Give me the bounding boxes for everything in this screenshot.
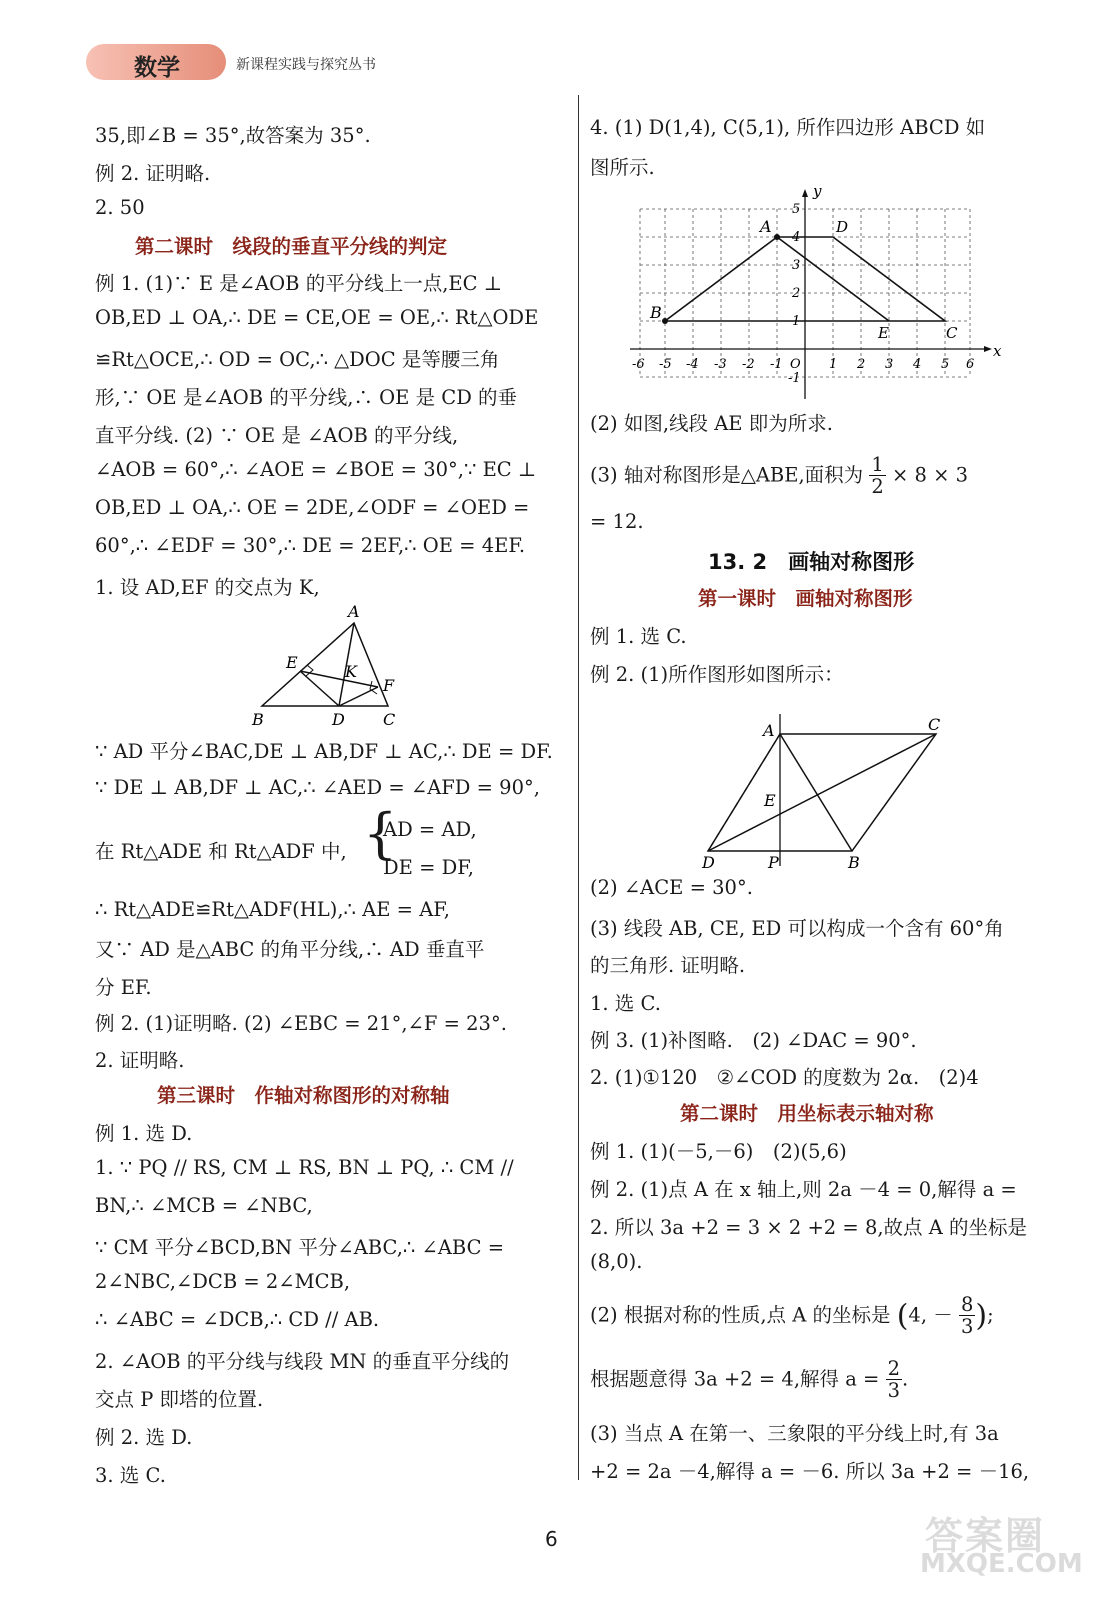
text-line: 例 2. (1)证明略. (2) ∠EBC = 21°,∠F = 23°. — [95, 1012, 507, 1035]
series-title: 新课程实践与探究丛书 — [236, 57, 376, 73]
label-D: D — [332, 710, 345, 729]
text-line: 图所示. — [590, 156, 655, 179]
y-tick: 5 — [792, 202, 801, 217]
x-tick: -1 — [770, 357, 783, 372]
text-line: ∵ DE ⊥ AB,DF ⊥ AC,∴ ∠AED = ∠AFD = 90°, — [95, 776, 540, 799]
text-line: 2. 所以 3a +2 = 3 × 2 +2 = 8,故点 A 的坐标是 — [590, 1216, 1028, 1239]
y-tick: -1 — [788, 371, 801, 386]
text-line: 1. 设 AD,EF 的交点为 K, — [95, 576, 320, 599]
x-tick: 2 — [857, 357, 866, 372]
text-line: 直平分线. (2) ∵ OE 是 ∠AOB 的平分线, — [95, 424, 459, 447]
x-tick: O — [790, 357, 801, 372]
system-brace: { — [363, 802, 398, 865]
rhombus-figure — [700, 706, 960, 876]
paren-open: ( — [896, 1298, 909, 1334]
numerator: 2 — [887, 1357, 901, 1380]
label-B: B — [252, 710, 264, 729]
label-K: K — [345, 662, 357, 681]
text-line: 的三角形. 证明略. — [590, 954, 746, 977]
text-fragment: (2) 根据对称的性质,点 A 的坐标是 — [590, 1303, 891, 1327]
fraction — [959, 1294, 975, 1338]
text-line: 1. ∵ PQ // RS, CM ⊥ RS, BN ⊥ PQ, ∴ CM // — [95, 1156, 514, 1179]
text-line: 例 2. (1)点 A 在 x 轴上,则 2a －4 = 0,解得 a = — [590, 1178, 1017, 1201]
text-line: DE = DF, — [383, 856, 474, 879]
text-line: 2. ∠AOB 的平分线与线段 MN 的垂直平分线的 — [95, 1350, 510, 1373]
y-tick: 2 — [792, 286, 801, 301]
label-A: A — [348, 602, 360, 621]
denominator: 3 — [960, 1315, 974, 1339]
triangle-figure — [250, 603, 410, 728]
text-line: 4. (1) D(1,4), C(5,1), 所作四边形 ABCD 如 — [590, 116, 986, 139]
lesson-heading: 第二课时 用坐标表示轴对称 — [680, 1102, 934, 1125]
x-tick: -2 — [742, 357, 755, 372]
label-F: F — [383, 676, 395, 695]
x-tick: 4 — [913, 357, 922, 372]
text-line: ∴ Rt△ADE≌Rt△ADF(HL),∴ AE = AF, — [95, 898, 450, 921]
paren-close: ) — [975, 1298, 988, 1334]
text-line: 例 2. (1)所作图形如图所示： — [590, 663, 844, 686]
text-line: (2) ∠ACE = 30°. — [590, 876, 753, 899]
text-line: ≌Rt△OCE,∴ OD = OC,∴ △DOC 是等腰三角 — [95, 348, 500, 371]
text-line: 2. (1)①120 ②∠COD 的度数为 2α. (2)4 — [590, 1066, 979, 1089]
text-line: ∵ AD 平分∠BAC,DE ⊥ AB,DF ⊥ AC,∴ DE = DF. — [95, 740, 553, 763]
text-fragment: (3) 轴对称图形是△ABE,面积为 — [590, 463, 864, 487]
x-tick: 1 — [829, 357, 838, 372]
text-line: ∴ ∠ABC = ∠DCB,∴ CD // AB. — [95, 1308, 380, 1331]
text-line: 根据题意得 3a +2 = 4,解得 a = $\frac{2}{3}$ . — [590, 1357, 909, 1403]
text-line: 例 1. (1)∵ E 是∠AOB 的平分线上一点,EC ⊥ — [95, 272, 503, 295]
text-line: (2) 根据对称的性质,点 A 的坐标是 (4, － $\frac{8}{3}$ ); — [590, 1293, 994, 1339]
lesson-heading: 第二课时 线段的垂直平分线的判定 — [135, 235, 448, 258]
page-header — [86, 40, 426, 84]
text-line: AD = AD, — [383, 818, 477, 841]
text-line: ∵ CM 平分∠BCD,BN 平分∠ABC,∴ ∠ABC = — [95, 1236, 505, 1259]
x-tick: 3 — [885, 357, 894, 372]
text-line: 2∠NBC,∠DCB = 2∠MCB, — [95, 1270, 351, 1293]
label-A: A — [763, 721, 775, 740]
text-line: ∠AOB = 60°,∴ ∠AOE = ∠BOE = 30°,∵ EC ⊥ — [95, 458, 537, 481]
label-D: D — [702, 853, 715, 872]
point-B: B — [650, 303, 662, 322]
text-fragment: × 8 × 3 — [892, 463, 969, 487]
text-line: 分 EF. — [95, 976, 152, 999]
text-line: (8,0). — [590, 1250, 643, 1273]
subject-label: 数学 — [134, 55, 180, 81]
text-line: OB,ED ⊥ OA,∴ DE = CE,OE = OE,∴ Rt△ODE — [95, 306, 539, 329]
coordinate-figure — [620, 182, 1002, 401]
y-tick: 4 — [792, 230, 801, 245]
text-line: 例 1. (1)(－5,－6) (2)(5,6) — [590, 1140, 847, 1163]
denominator: 2 — [871, 475, 884, 499]
watermark-line1: 答案圈 — [925, 1514, 1046, 1558]
x-tick: 6 — [966, 357, 975, 372]
section-heading: 13. 2 画轴对称图形 — [708, 550, 915, 574]
label-C: C — [383, 710, 396, 729]
text-line: 在 Rt△ADE 和 Rt△ADF 中, — [95, 840, 347, 863]
text-line: 交点 P 即塔的位置. — [95, 1388, 264, 1411]
label-C: C — [928, 715, 941, 734]
label-x: x — [993, 342, 1002, 360]
numerator: 1 — [871, 453, 884, 476]
fraction — [869, 454, 885, 498]
text-line: 3. 选 C. — [95, 1464, 166, 1487]
text-fragment: 根据题意得 3a +2 = 4,解得 a = — [590, 1367, 880, 1391]
x-tick: -6 — [632, 357, 645, 372]
point-C: C — [946, 324, 958, 342]
watermark — [920, 1505, 1100, 1585]
text-line: 形,∵ OE 是∠AOB 的平分线,∴ OE 是 CD 的垂 — [95, 386, 518, 409]
x-tick: -4 — [686, 357, 699, 372]
text-line: = 12. — [590, 510, 644, 533]
text-line: 又∵ AD 是△ABC 的角平分线,∴ AD 垂直平 — [95, 938, 485, 961]
text-line: (3) 线段 AB, CE, ED 可以构成一个含有 60°角 — [590, 917, 1004, 940]
page-number: 6 — [545, 1527, 558, 1551]
text-line: 例 2. 选 D. — [95, 1426, 193, 1449]
text-line: 35,即∠B = 35°,故答案为 35°. — [95, 124, 371, 147]
denominator: 3 — [887, 1379, 901, 1403]
text-line: 例 2. 证明略. — [95, 162, 211, 185]
text-line: 例 1. 选 D. — [95, 1122, 193, 1145]
text-line: OB,ED ⊥ OA,∴ OE = 2DE,∠ODF = ∠OED = — [95, 496, 530, 519]
text-fragment: 4, － — [908, 1303, 953, 1327]
text-line: (2) 如图,线段 AE 即为所求. — [590, 412, 833, 435]
label-P: P — [768, 853, 779, 872]
numerator: 8 — [960, 1293, 974, 1316]
point-A: A — [760, 217, 772, 236]
x-tick: -3 — [714, 357, 727, 372]
label-B: B — [848, 853, 860, 872]
y-tick: 3 — [792, 258, 801, 273]
lesson-heading: 第三课时 作轴对称图形的对称轴 — [157, 1084, 450, 1107]
text-line — [590, 454, 968, 498]
text-line: (3) 当点 A 在第一、三象限的平分线上时,有 3a — [590, 1422, 999, 1445]
point-E: E — [878, 324, 889, 342]
fraction — [886, 1358, 902, 1402]
text-line: 例 3. (1)补图略. (2) ∠DAC = 90°. — [590, 1029, 917, 1052]
subject-badge — [86, 44, 226, 80]
point-D: D — [836, 218, 849, 236]
x-tick: 5 — [941, 357, 950, 372]
text-line: 1. 选 C. — [590, 992, 661, 1015]
text-line: 60°,∴ ∠EDF = 30°,∴ DE = 2EF,∴ OE = 4EF. — [95, 534, 526, 557]
column-divider — [578, 95, 579, 1480]
watermark-line2: MXQE.COM — [920, 1549, 1083, 1579]
text-line: BN,∴ ∠MCB = ∠NBC, — [95, 1194, 313, 1217]
x-tick: -5 — [659, 357, 672, 372]
text-line: 2. 50 — [95, 196, 145, 219]
text-line: 例 1. 选 C. — [590, 625, 687, 648]
label-E: E — [764, 791, 776, 810]
label-E: E — [286, 653, 298, 672]
text-line: +2 = 2a －4,解得 a = －6. 所以 3a +2 = －16, — [590, 1460, 1030, 1483]
text-line: 2. 证明略. — [95, 1049, 185, 1072]
lesson-heading: 第一课时 画轴对称图形 — [698, 587, 913, 610]
label-y: y — [813, 182, 822, 200]
y-tick: 1 — [792, 314, 801, 329]
